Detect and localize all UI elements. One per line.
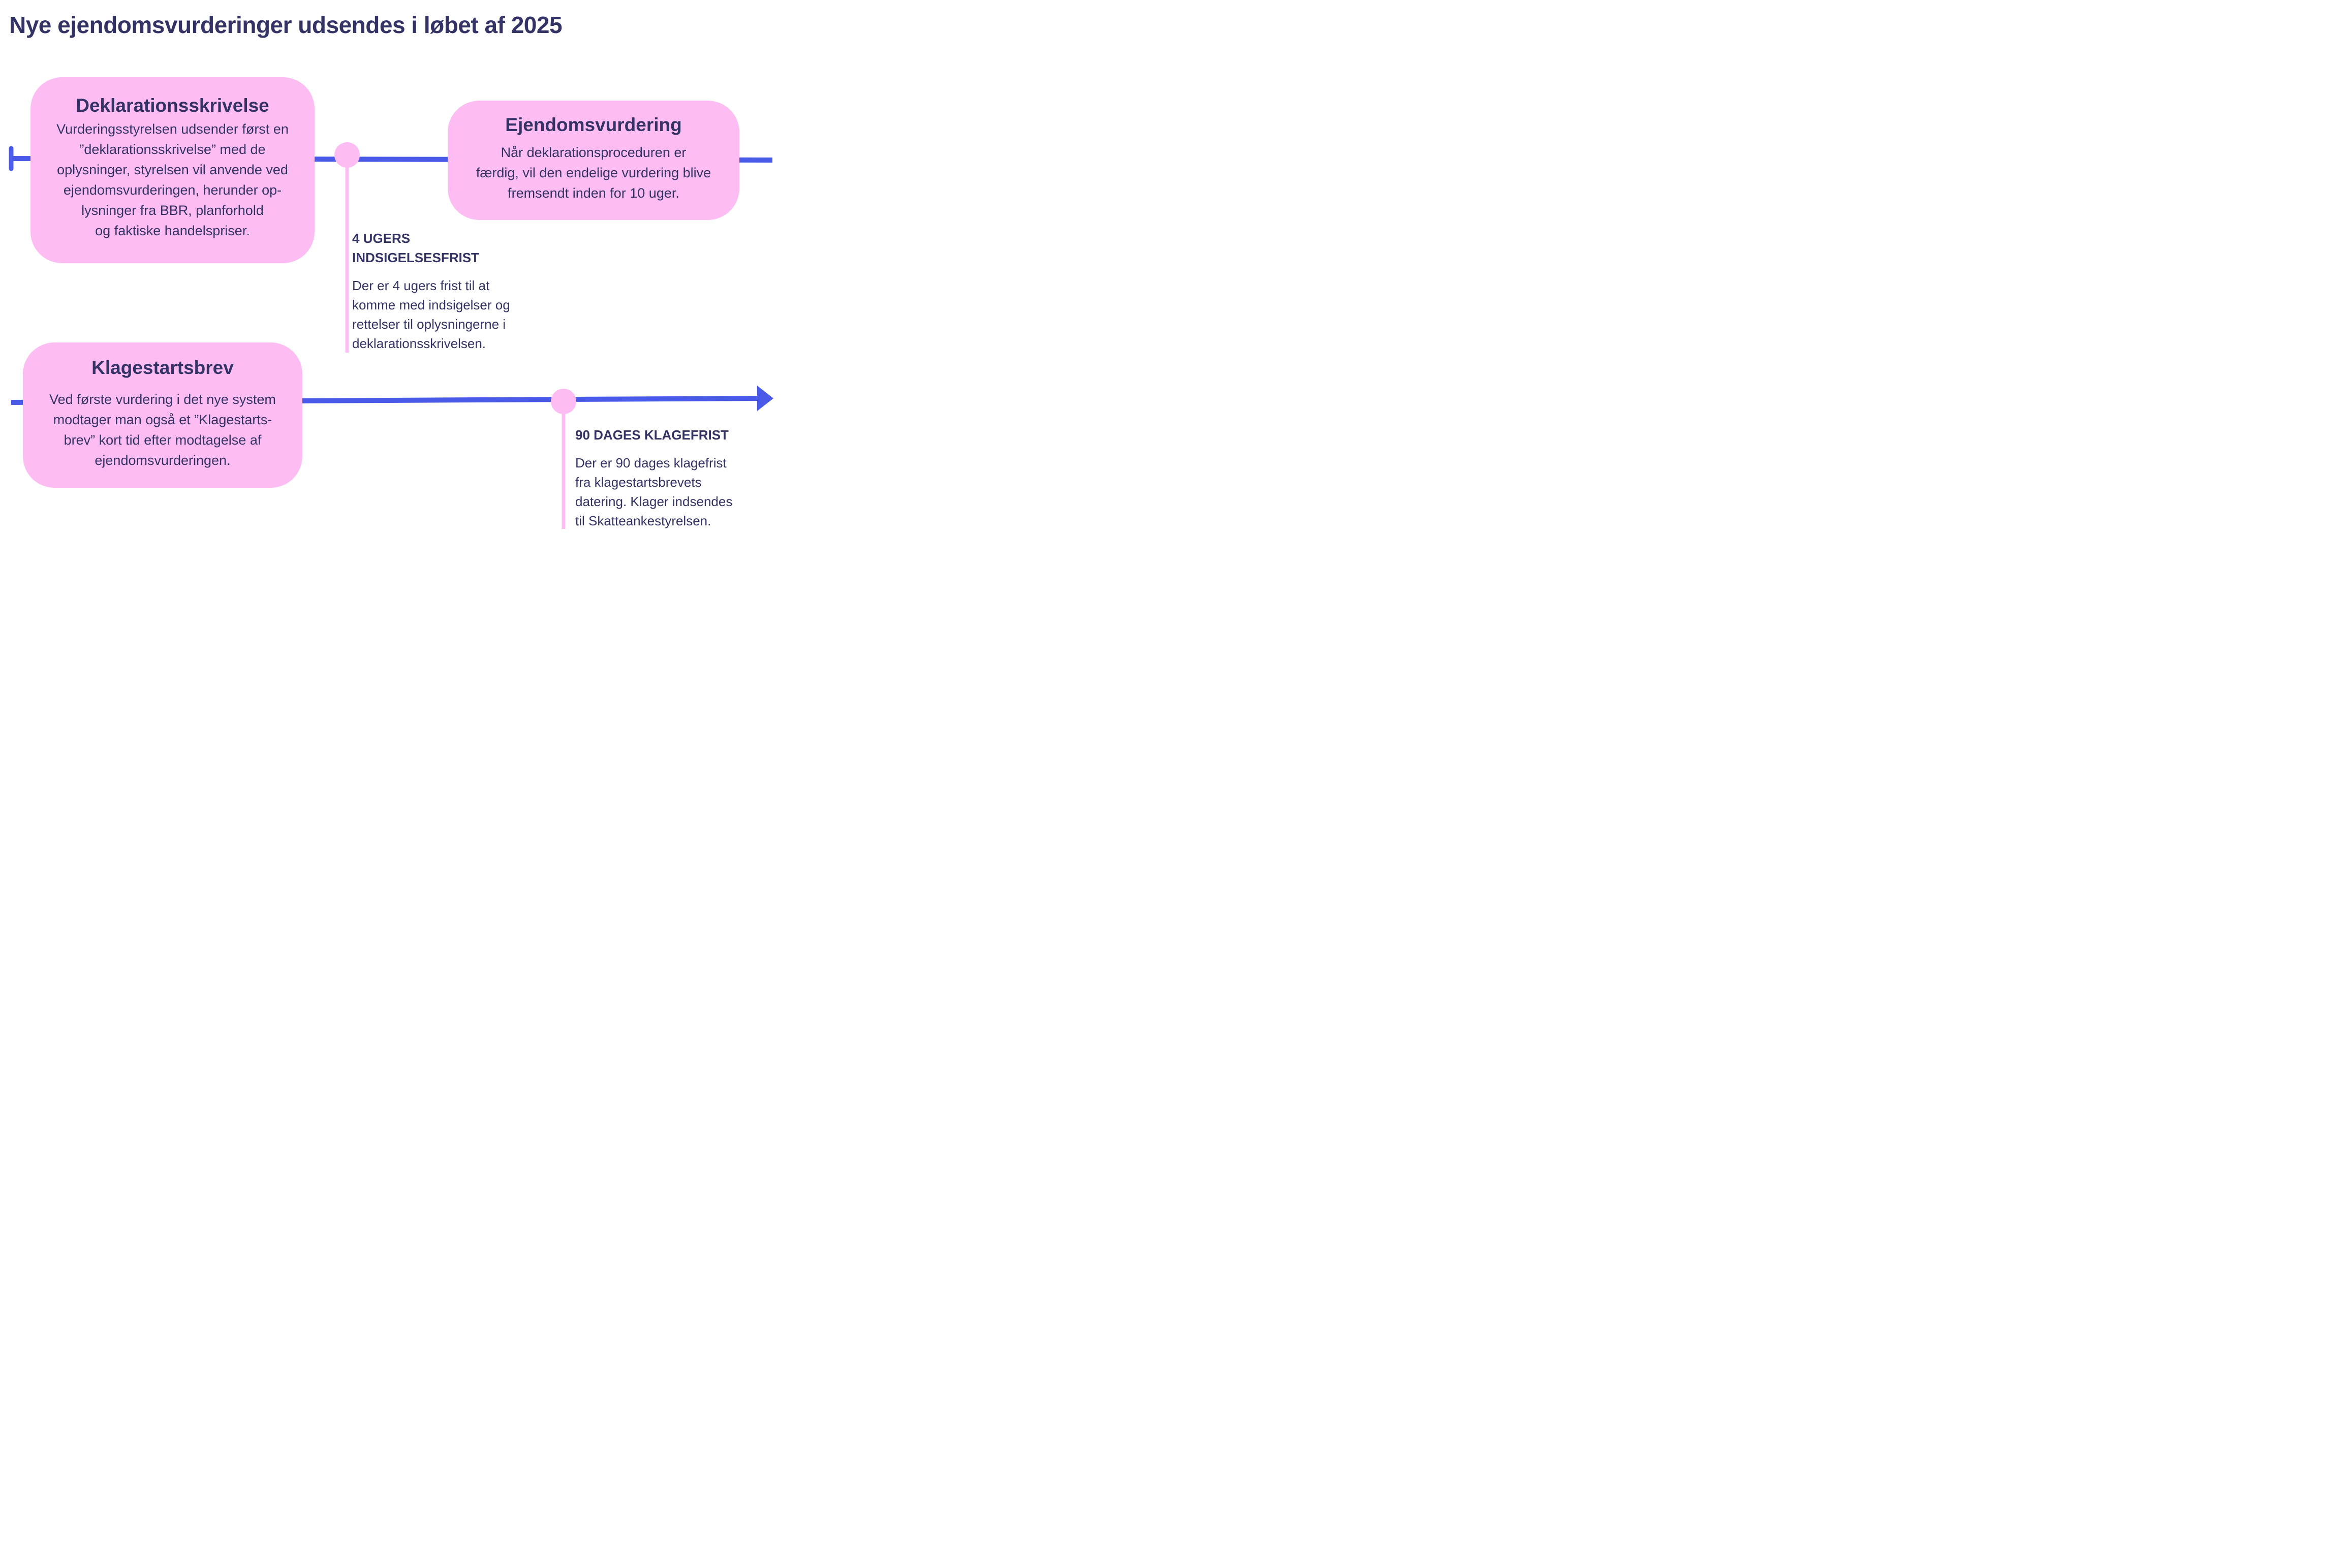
valuation-line: fremsendt inden for 10 uger. — [508, 185, 679, 201]
complaint-deadline-heading — [575, 425, 779, 445]
complaint-letter-line: brev” kort tid efter modtagelse af — [64, 432, 262, 448]
objection-line: rettelser til oplysningerne i — [352, 317, 506, 332]
complaint-letter-text — [23, 389, 302, 471]
complaint-deadline-line: til Skatteankestyrelsen. — [575, 513, 711, 528]
objection-deadline-heading — [352, 229, 555, 267]
objection-line: deklarationsskrivelsen. — [352, 336, 486, 351]
declaration-line: og faktiske handelspriser. — [95, 223, 250, 239]
declaration-line: ”deklarationsskrivelse” med de — [79, 142, 266, 158]
complaint-deadline-text — [575, 453, 779, 530]
objection-line: Der er 4 ugers frist til at — [352, 278, 490, 293]
declaration-line: oplysninger, styrelsen vil anvende ved — [57, 162, 288, 178]
timeline-arrowhead — [757, 386, 773, 411]
complaint-deadline-line: Der er 90 dages klagefrist — [575, 455, 727, 471]
objection-line: komme med indsigelser og — [352, 297, 510, 312]
complaint-deadline-line: datering. Klager indsendes — [575, 494, 733, 509]
declaration-title: Deklarationsskrivelse — [76, 95, 269, 116]
complaint-deadline-note — [575, 425, 779, 530]
declaration-line: lysninger fra BBR, planforhold — [81, 203, 264, 218]
valuation-line: færdig, vil den endelige vurdering blive — [476, 165, 711, 181]
declaration-box — [30, 77, 315, 263]
milestone-dot-top — [334, 142, 360, 168]
declaration-line: ejendomsvurderingen, herunder op- — [63, 182, 282, 198]
declaration-line: Vurderingsstyrelsen udsender først en — [56, 121, 289, 137]
complaint-letter-line: Ved første vurdering i det nye system — [49, 392, 276, 407]
objection-deadline-note — [352, 229, 555, 353]
valuation-text — [448, 142, 739, 203]
complaint-letter-line: modtager man også et ”Klagestarts- — [53, 412, 272, 428]
page-title: Nye ejendomsvurderinger udsendes i løbet af 2025 — [9, 12, 563, 38]
objection-heading-line: 4 UGERS — [352, 231, 411, 246]
complaint-deadline-line: fra klagestartsbrevets — [575, 475, 702, 490]
valuation-box — [448, 101, 739, 220]
declaration-text — [30, 119, 315, 241]
milestone-dot-bottom — [551, 389, 576, 414]
valuation-title: Ejendomsvurdering — [505, 114, 682, 135]
objection-heading-line: INDSIGELSESFRIST — [352, 250, 479, 265]
complaint-letter-box — [23, 342, 302, 488]
complaint-letter-title: Klagestartsbrev — [91, 357, 234, 378]
complaint-letter-line: ejendomsvurderingen. — [95, 453, 231, 468]
valuation-line: Når deklarationsproceduren er — [501, 145, 687, 161]
objection-deadline-text — [352, 276, 555, 353]
complaint-heading-line: 90 DAGES KLAGEFRIST — [575, 427, 729, 443]
